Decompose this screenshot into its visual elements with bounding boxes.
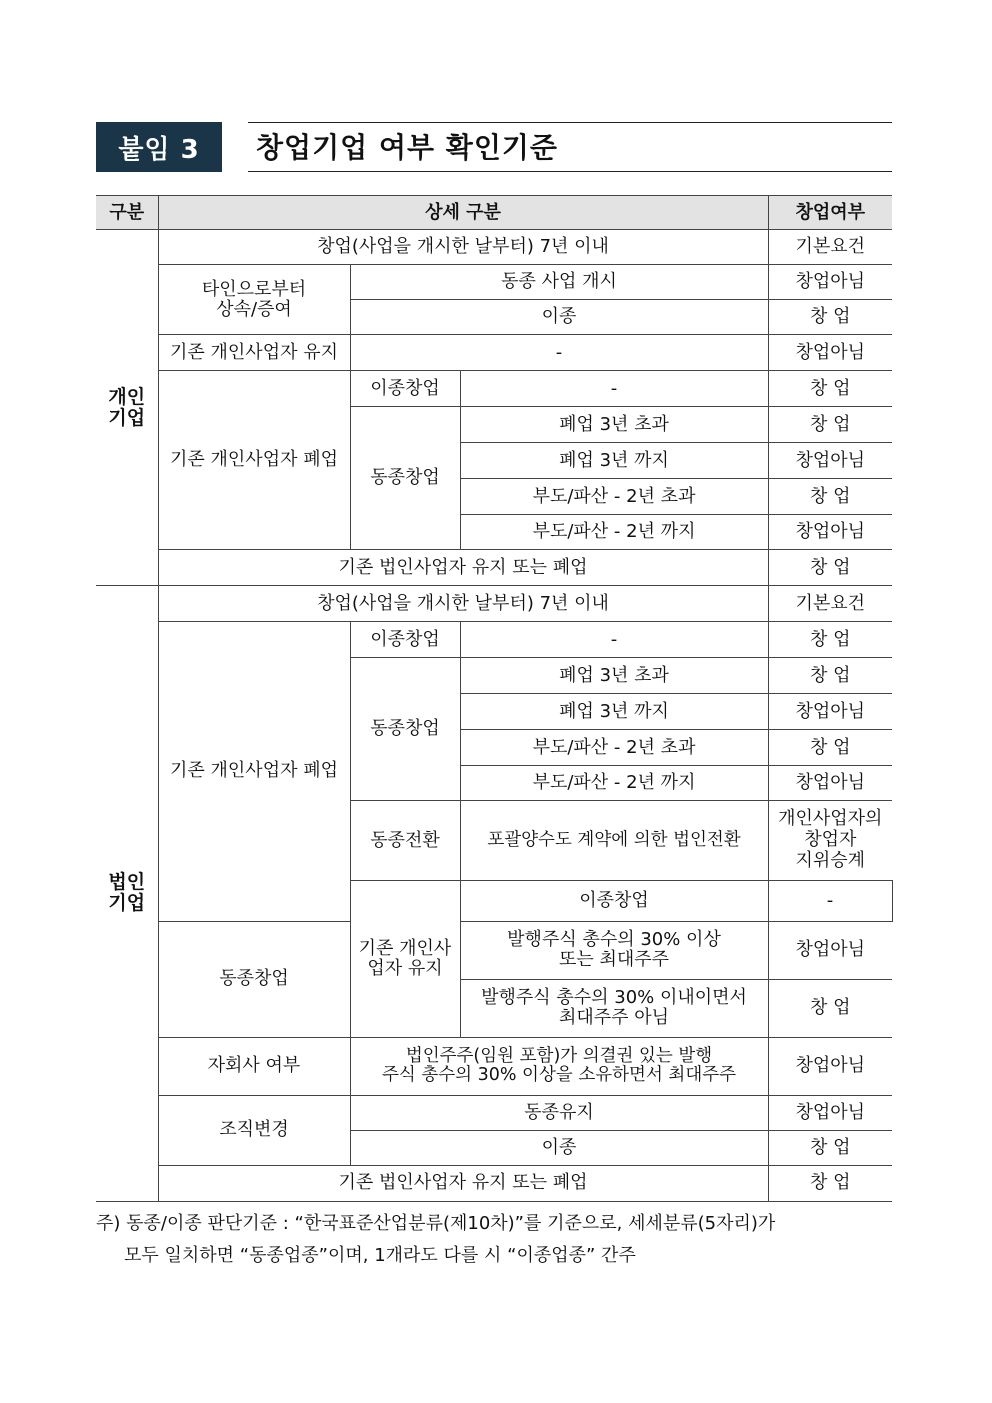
row-sub: 이종창업 (460, 881, 768, 922)
row-desc: 창업(사업을 개시한 날부터) 7년 이내 (158, 586, 768, 622)
row-desc: 창업(사업을 개시한 날부터) 7년 이내 (158, 230, 768, 265)
row-group: 기존 개인사업자 폐업 (158, 622, 350, 922)
category-corporate: 법인 기업 (96, 586, 158, 1202)
row-desc: 부도/파산 - 2년 까지 (460, 515, 768, 550)
row-sub: 동종창업 (158, 921, 350, 1037)
row-desc: 폐업 3년 초과 (460, 407, 768, 443)
row-result: 창업아님 (768, 515, 892, 550)
row-result: 기본요건 (768, 586, 892, 622)
row-sub: 이종창업 (350, 371, 460, 407)
row-result: 기본요건 (768, 230, 892, 265)
title-rule-bottom (248, 171, 892, 172)
row-result: 창 업 (768, 550, 892, 586)
row-group: 조직변경 (158, 1095, 350, 1165)
table-row (96, 1095, 892, 1130)
row-desc: 발행주식 총수의 30% 이상 또는 최대주주 (460, 921, 768, 979)
row-result: 창업아님 (768, 1095, 892, 1130)
row-result: 창 업 (768, 300, 892, 335)
row-result: 창업아님 (768, 766, 892, 801)
row-desc: 이종 (350, 1130, 768, 1165)
row-desc: - (350, 335, 768, 371)
row-sub: 이종창업 (350, 622, 460, 658)
row-result: 창 업 (768, 622, 892, 658)
table-row (96, 550, 892, 586)
row-result: 창업아님 (768, 443, 892, 479)
row-desc: 부도/파산 - 2년 까지 (460, 766, 768, 801)
table-row (96, 586, 892, 622)
row-desc: 포괄양수도 계약에 의한 법인전환 (460, 801, 768, 881)
row-desc: 발행주식 총수의 30% 이내이면서 최대주주 아님 (460, 979, 768, 1037)
table-row (96, 371, 892, 407)
row-desc: 동종 사업 개시 (350, 265, 768, 300)
header-category: 구분 (96, 196, 158, 230)
table-row (96, 1165, 892, 1201)
page-title: 창업기업 여부 확인기준 (256, 131, 558, 164)
row-result: 창업아님 (768, 335, 892, 371)
row-desc: 부도/파산 - 2년 초과 (460, 479, 768, 515)
table-row (96, 622, 892, 658)
row-group: 기존 개인사업자 유지 (350, 881, 460, 1038)
row-result: 창 업 (768, 1130, 892, 1165)
footnote (96, 1208, 896, 1272)
table-row (96, 265, 892, 300)
category-personal: 개인 기업 (96, 230, 158, 586)
footnote-line-1: 주) 동종/이종 판단기준 : “한국표준산업분류(제10차)”를 기준으로, 세세분류(5자리)가 (96, 1213, 776, 1234)
row-result: 창업아님 (768, 694, 892, 730)
section-header (96, 122, 892, 172)
row-group: 자회사 여부 (158, 1037, 350, 1095)
row-result: 창 업 (768, 979, 892, 1037)
row-result: 창 업 (768, 1165, 892, 1201)
row-desc: - (460, 622, 768, 658)
row-desc: 폐업 3년 까지 (460, 443, 768, 479)
row-result: 창업아님 (768, 921, 892, 979)
row-sub: 동종창업 (350, 407, 460, 550)
table-row (96, 335, 892, 371)
row-desc: 기존 법인사업자 유지 또는 폐업 (158, 550, 768, 586)
row-result: 창업아님 (768, 265, 892, 300)
row-result: 창 업 (768, 658, 892, 694)
row-desc: - (460, 371, 768, 407)
row-result: 창 업 (768, 407, 892, 443)
row-sub: 동종전환 (350, 801, 460, 881)
table-row (96, 921, 892, 979)
attachment-badge: 붙임 3 (96, 122, 222, 172)
header-detail: 상세 구분 (158, 196, 768, 230)
row-result: 창 업 (768, 371, 892, 407)
row-desc: 기존 법인사업자 유지 또는 폐업 (158, 1165, 768, 1201)
table-header-row (96, 196, 892, 230)
row-desc: - (768, 881, 892, 922)
row-result: 개인사업자의 창업자 지위승계 (768, 801, 892, 881)
criteria-table (96, 195, 892, 1202)
row-group: 타인으로부터 상속/증여 (158, 265, 350, 335)
footnote-line-2: 모두 일치하면 “동종업종”이며, 1개라도 다를 시 “이종업종” 간주 (124, 1245, 636, 1266)
row-desc: 법인주주(임원 포함)가 의결권 있는 발행 주식 총수의 30% 이상을 소유하면서 최대주주 (350, 1037, 768, 1095)
row-sub: 동종창업 (350, 658, 460, 801)
row-desc: 폐업 3년 초과 (460, 658, 768, 694)
row-result: 창 업 (768, 730, 892, 766)
title-rule-top (248, 122, 892, 123)
row-desc: 이종 (350, 300, 768, 335)
row-group: 기존 개인사업자 유지 (158, 335, 350, 371)
row-group: 기존 개인사업자 폐업 (158, 371, 350, 550)
row-result: 창 업 (768, 479, 892, 515)
row-result: 창업아님 (768, 1037, 892, 1095)
table-row (96, 230, 892, 265)
table-row (96, 1037, 892, 1095)
row-desc: 동종유지 (350, 1095, 768, 1130)
row-desc: 폐업 3년 까지 (460, 694, 768, 730)
header-result: 창업여부 (768, 196, 892, 230)
row-desc: 부도/파산 - 2년 초과 (460, 730, 768, 766)
